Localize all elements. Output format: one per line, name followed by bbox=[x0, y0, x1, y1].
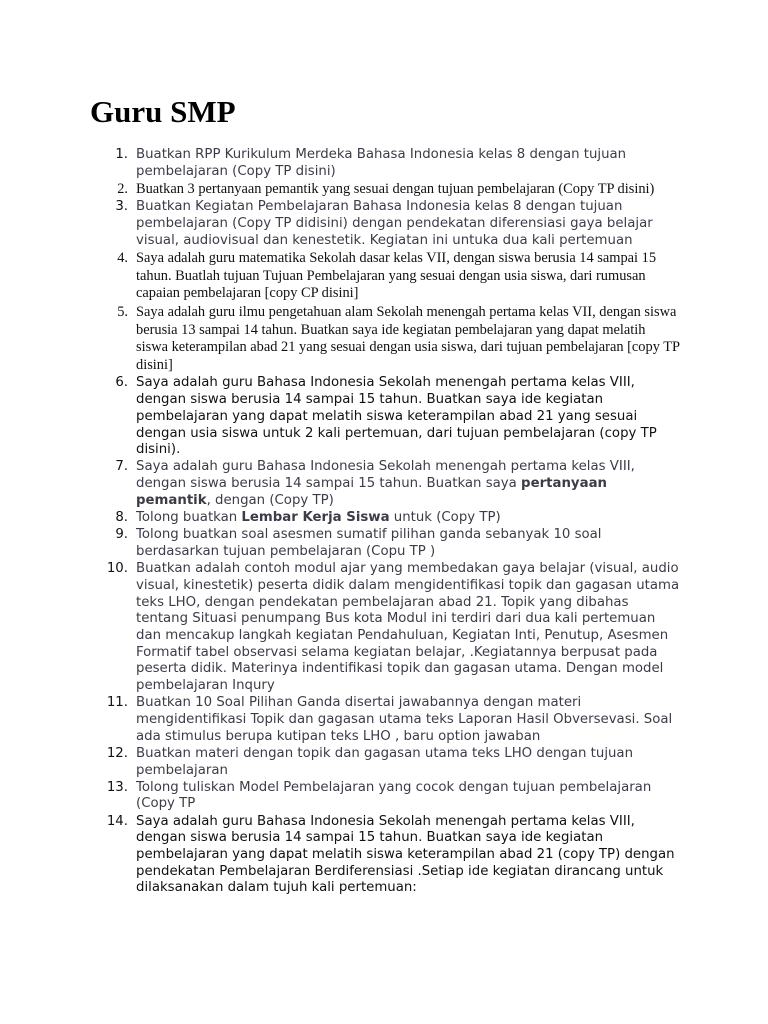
list-item bbox=[106, 745, 681, 779]
list-item bbox=[106, 779, 681, 813]
list-item bbox=[117, 249, 681, 303]
list-item-number: 5. bbox=[117, 303, 128, 320]
list-item-number: 7. bbox=[115, 459, 128, 475]
list-item-text: Buatkan Kegiatan Pembelajaran Bahasa Indonesia kelas 8 dengan tujuan pembelajaran (Copy TP didisini) dengan pendekatan diferensiasi gaya belajar visual, audiovisual dan kenestetik. Kegiatan ini untuka dua kali pertemuan bbox=[136, 199, 653, 248]
list-item bbox=[115, 199, 681, 249]
list-item-number: 12. bbox=[106, 745, 128, 761]
list-item-text: Saya adalah guru Bahasa Indonesia Sekolah menengah pertama kelas VIII, dengan siswa berusia 14 sampai 15 tahun. Buatkan saya ide kegiatan pembelajaran yang dapat melatih siswa keterampilan abad 21 (copy TP) dengan pendekatan Pembelajaran Berdiferensiasi .Setiap ide kegiatan dirancang untuk dilaksanakan dalam tujuh kali pertemuan: bbox=[136, 813, 675, 896]
list-item bbox=[115, 147, 681, 180]
list-item-number: 1. bbox=[115, 147, 128, 162]
list-item-number: 3. bbox=[115, 199, 128, 215]
list-item-text: Tolong tuliskan Model Pembelajaran yang cocok dengan tujuan pembelajaran (Copy TP bbox=[136, 779, 652, 812]
list-item bbox=[115, 510, 681, 527]
list-item-number: 11. bbox=[106, 695, 128, 711]
list-item bbox=[115, 375, 681, 459]
list-item-text: Saya adalah guru ilmu pengetahuan alam Sekolah menengah pertama kelas VII, dengan siswa berusia 13 sampai 14 tahun. Buatkan saya ide kegiatan pembelajaran yang dapat melatih siswa keterampilan abad 21 yang sesuai dengan usia siswa, dari tujuan pembelajaran [copy TP disini] bbox=[136, 303, 680, 374]
list-item-text-bold: Lembar Kerja Siswa bbox=[241, 510, 390, 526]
list-item bbox=[106, 561, 681, 695]
list-item-text: Saya adalah guru matematika Sekolah dasar kelas VII, dengan siswa berusia 14 sampai 15 tahun. Buatlah tujuan Tujuan Pembelajaran yang sesuai dengan usia siswa, dari rumusan capaian pembelajaran [copy CP disini] bbox=[136, 249, 657, 302]
list-item bbox=[117, 180, 681, 199]
list-item-text: Buatkan RPP Kurikulum Merdeka Bahasa Indonesia kelas 8 dengan tujuan pembelajaran (Copy TP disini) bbox=[136, 147, 627, 179]
list-item-number: 2. bbox=[117, 180, 128, 197]
list-item-number: 4. bbox=[117, 249, 128, 266]
list-item-text-start: Tolong buatkan bbox=[136, 510, 242, 526]
list-item-text: Buatkan 3 pertanyaan pemantik yang sesuai dengan tujuan pembelajaran (Copy TP disini) bbox=[136, 180, 655, 197]
list-item-number: 6. bbox=[115, 375, 128, 391]
list-item-text bbox=[136, 459, 681, 509]
list-item-text: Saya adalah guru Bahasa Indonesia Sekolah menengah pertama kelas VIII, dengan siswa berusia 14 sampai 15 tahun. Buatkan saya ide kegiatan pembelajaran yang dapat melatih siswa keterampilan abad 21 yang sesuai dengan usia siswa untuk 2 kali pertemuan, dari tujuan pembelajaran (copy TP disini). bbox=[136, 375, 657, 458]
list-item-text: Buatkan materi dengan topik dan gagasan utama teks LHO dengan tujuan pembelajaran bbox=[136, 745, 634, 778]
document-title: Guru SMP bbox=[90, 94, 236, 129]
list-item-text-start: Saya adalah guru Bahasa Indonesia Sekolah menengah pertama kelas VIII, dengan siswa berusia 14 sampai 15 tahun. Buatkan saya bbox=[136, 459, 635, 492]
list-item-text: Buatkan 10 Soal Pilihan Ganda disertai jawabannya dengan materi mengidentifikasi Topik dan gagasan utama teks Laporan Hasil Obversevasi. Soal ada stimulus berupa kutipan teks LHO , baru option jawaban bbox=[136, 695, 673, 744]
list-item-number: 8. bbox=[115, 510, 128, 526]
list-item-text: Tolong buatkan soal asesmen sumatif pilihan ganda sebanyak 10 soal berdasarkan tujuan pembelajaran (Copu TP ) bbox=[136, 527, 602, 559]
list-item-text-end: , dengan (Copy TP) bbox=[206, 492, 334, 508]
list-item-number: 14. bbox=[106, 813, 128, 829]
list-item-text: Buatkan adalah contoh modul ajar yang membedakan gaya belajar (visual, audio visual, kinestetik) peserta didik dalam mengidentifikasi topik dan gagasan utama teks LHO, dengan pendekatan pembelajaran abad 21. Topik yang dibahas tentang Situasi penumpang Bus kota Modul ini terdiri dari dua kali pertemuan dan mencakup langkah kegiatan Pendahuluan, Kegiatan Inti, Penutup, Asesmen Formatif tabel observasi selama kegiatan belajar, .Kegiatannya berpusat pada peserta didik. Materinya indentifikasi topik dan gagasan utama. Dengan model pembelajaran Inqury bbox=[136, 561, 680, 694]
list-item bbox=[106, 695, 681, 745]
list-item bbox=[117, 303, 681, 375]
list-item-text-end: untuk (Copy TP) bbox=[389, 510, 501, 526]
list-item bbox=[115, 459, 681, 509]
list-item-number: 10. bbox=[106, 561, 128, 577]
list-item bbox=[106, 813, 681, 898]
list-item bbox=[115, 527, 681, 560]
list-item-text bbox=[136, 510, 681, 527]
prompt-list bbox=[106, 147, 681, 898]
list-item-number: 9. bbox=[115, 527, 128, 543]
list-item-text-bold: pertanyaan pemantik bbox=[136, 476, 608, 508]
list-item-number: 13. bbox=[106, 779, 128, 795]
